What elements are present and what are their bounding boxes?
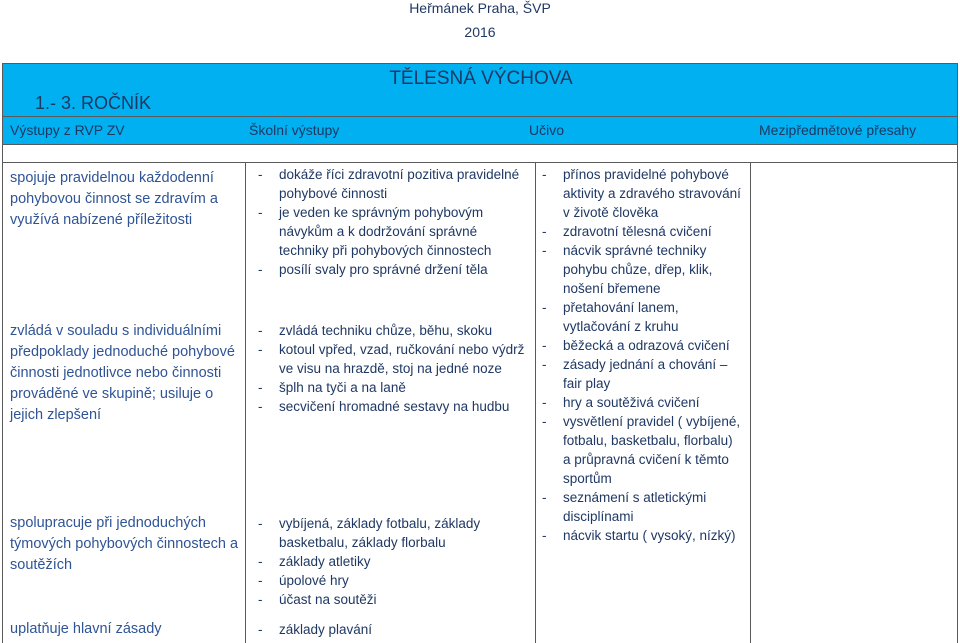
- column-divider: [245, 163, 246, 643]
- list-item: - posílí svaly pro správné držení těla: [248, 260, 526, 279]
- table-header-row: [2, 117, 958, 145]
- rvp-output-item: spolupracuje při jednoduchých týmových pohybových činnostech a soutěžích: [10, 515, 239, 573]
- school-name: Heřmánek Praha, ŠVP: [409, 0, 551, 16]
- list-item: - zvládá techniku chůze, běhu, skoku: [248, 321, 526, 340]
- list-item: - běžecká a odrazová cvičení: [532, 336, 742, 355]
- curriculum-list: [532, 165, 742, 545]
- list-item: - vysvětlení pravidel ( vybíjené, fotbalu, basketbalu, florbalu) a průpravná cvičení k těmto sportům: [532, 412, 742, 488]
- list-item: - přetahování lanem, vytlačování z kruhu: [532, 298, 742, 336]
- list-item: - základy plavání: [248, 620, 526, 639]
- school-outputs-list: [248, 514, 526, 609]
- list-item: - účast na soutěži: [248, 590, 526, 609]
- list-item: - je veden ke správným pohybovým návykům a k dodržování správné techniky při pohybových činnostech: [248, 203, 526, 260]
- list-item: - šplh na tyči a na laně: [248, 378, 526, 397]
- column-divider: [957, 163, 958, 643]
- list-item: - seznámení s atletickými disciplínami: [532, 488, 742, 526]
- rvp-output-item: uplatňuje hlavní zásady: [10, 621, 162, 637]
- grade-label: 1.- 3. ROČNÍK: [35, 93, 152, 113]
- column-header-curriculum: Učivo: [529, 122, 565, 138]
- list-item: - hry a soutěživá cvičení: [532, 393, 742, 412]
- column-header-rvp: Výstupy z RVP ZV: [10, 122, 125, 138]
- rvp-output-item: zvládá v souladu s individuálními předpoklady jednoduché pohybové činnosti jednotlivce nebo činnosti prováděné ve skupině; usiluje o jejich zlepšení: [10, 323, 235, 423]
- list-item: - úpolové hry: [248, 571, 526, 590]
- subject-banner: [2, 63, 958, 117]
- table-spacer-row: [2, 145, 958, 163]
- list-item: - secvičení hromadné sestavy na hudbu: [248, 397, 526, 416]
- document-year: 2016: [464, 24, 496, 40]
- subject-title: TĚLESNÁ VÝCHOVA: [389, 68, 573, 89]
- list-item: - nácvik správné techniky pohybu chůze, dřep, klik, nošení břemene: [532, 241, 742, 298]
- list-item: - přínos pravidelné pohybové aktivity a zdravého stravování v životě člověka: [532, 165, 742, 222]
- column-divider: [2, 163, 3, 643]
- cross-curricular-column: [752, 165, 952, 635]
- column-header-cross-curricular: Mezipředmětové přesahy: [759, 122, 917, 138]
- list-item: - nácvik startu ( vysoký, nízký): [532, 526, 742, 545]
- column-divider: [750, 163, 751, 643]
- list-item: - zdravotní tělesná cvičení: [532, 222, 742, 241]
- school-outputs-list: [248, 165, 526, 279]
- list-item: - zásady jednání a chování – fair play: [532, 355, 742, 393]
- list-item: - základy atletiky: [248, 552, 526, 571]
- list-item: - kotoul vpřed, vzad, ručkování nebo výdrž ve visu na hrazdě, stoj na jedné noze: [248, 340, 526, 378]
- list-item: - vybíjená, základy fotbalu, základy basketbalu, základy florbalu: [248, 514, 526, 552]
- school-outputs-list: [248, 620, 526, 639]
- list-item: - dokáže říci zdravotní pozitiva pravidelné pohybové činnosti: [248, 165, 526, 203]
- school-outputs-list: [248, 321, 526, 416]
- column-header-school-outputs: Školní výstupy: [249, 122, 340, 138]
- rvp-output-item: spojuje pravidelnou každodenní pohybovou činnost se zdravím a využívá nabízené příležitosti: [10, 170, 218, 228]
